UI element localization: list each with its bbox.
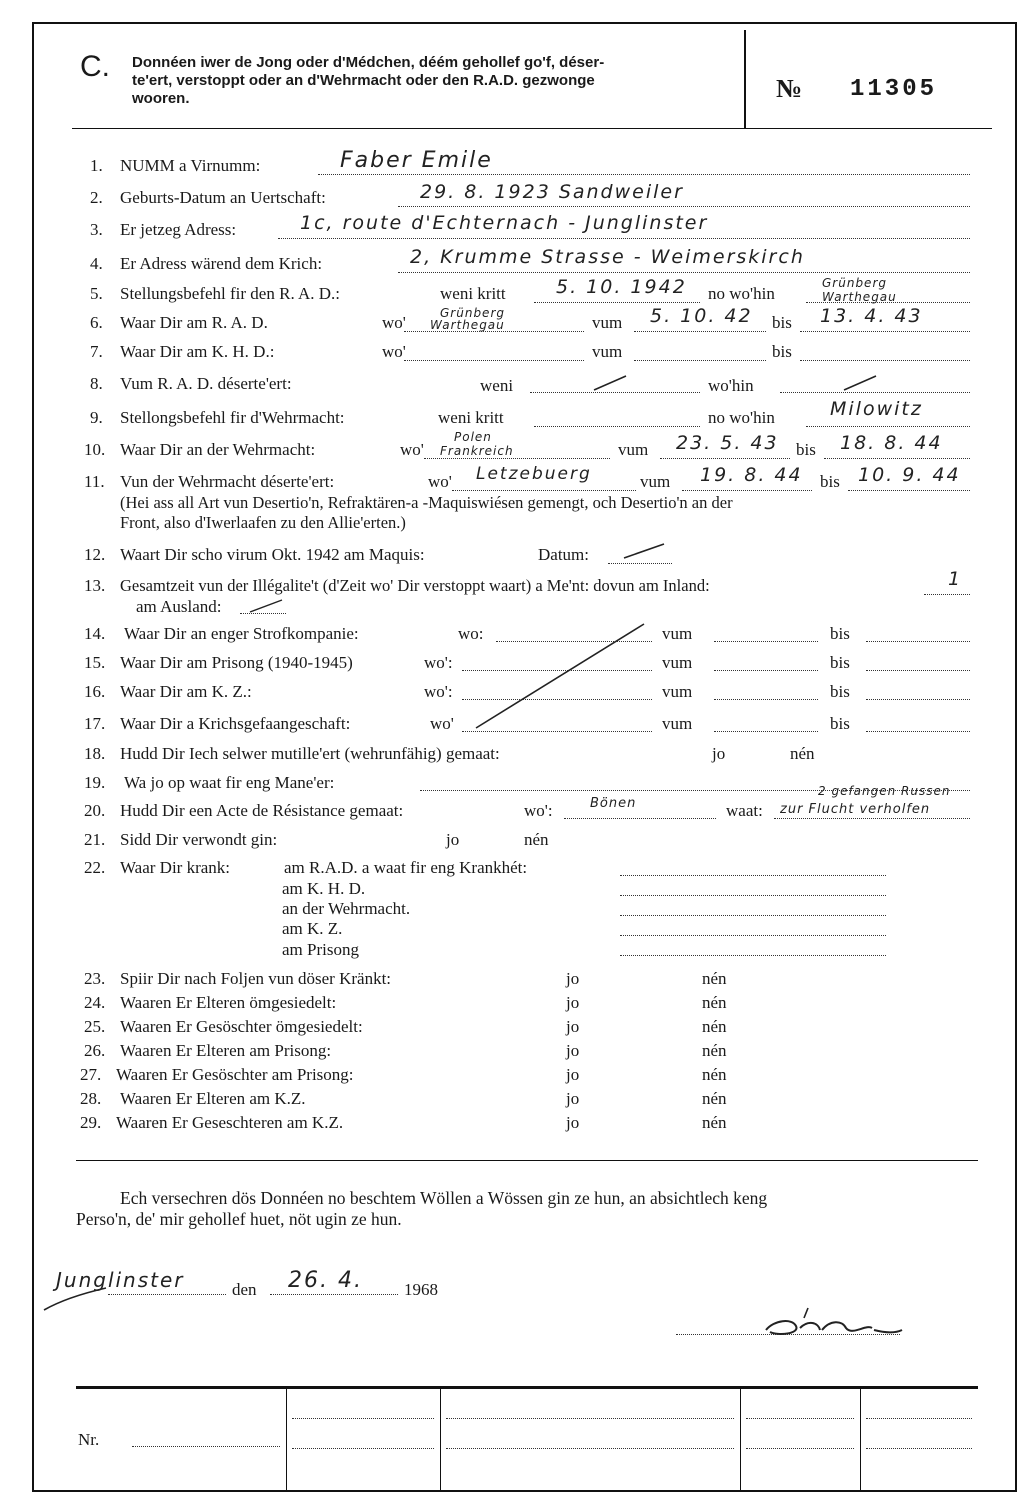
row-11-label: Vun der Wehrmacht déserte'ert: xyxy=(120,472,335,491)
declaration-line-2: Perso'n, de' mir gehollef huet, nöt ugin ze hun. xyxy=(76,1209,402,1229)
row-24-num: 24. xyxy=(84,993,106,1012)
row-23-label: Spiir Dir nach Foljen vun döser Kränkt: xyxy=(120,969,392,988)
row-11-vum-line xyxy=(682,490,812,491)
footer-c2-line-2 xyxy=(292,1448,434,1449)
row-6-bis-value: 13. 4. 43 xyxy=(820,305,923,327)
row-17-vum-label: vum xyxy=(662,714,693,733)
row-14-wo-label: wo: xyxy=(458,624,484,643)
row-22-num: 22. xyxy=(84,858,106,877)
row-13-inland-value: 1 xyxy=(948,568,963,590)
row-6-bis-label: bis xyxy=(772,313,792,332)
row-11-note-line-1: (Hei ass all Art vun Desertio'n, Refraktären-a -Maquiswiésen gemengt, och Desertio'n an der xyxy=(120,493,733,512)
row-29-label: Waaren Er Geseschteren am K.Z. xyxy=(116,1113,344,1132)
row-2-value: 29. 8. 1923 Sandweiler xyxy=(420,181,684,203)
row-5-weni-line xyxy=(534,302,700,303)
row-28-label: Waaren Er Elteren am K.Z. xyxy=(120,1089,306,1108)
row-8-label: Vum R. A. D. déserte'ert: xyxy=(120,374,292,393)
footer-col-1 xyxy=(286,1386,287,1490)
section-letter: C. xyxy=(80,50,110,83)
header-number-divider xyxy=(744,30,746,128)
row-20-wo-value: Bönen xyxy=(590,796,637,811)
date-line xyxy=(270,1294,398,1295)
row-2-num: 2. xyxy=(90,188,103,207)
row-12-datum-label: Datum: xyxy=(538,545,589,564)
row-6-wo-value-bottom: Warthegau xyxy=(430,318,505,332)
row-10-vum-line xyxy=(660,458,790,459)
row-29-nen: nén xyxy=(702,1113,727,1132)
frame-top xyxy=(32,22,1017,24)
row-8-weni-label: weni xyxy=(480,376,514,395)
frame-right xyxy=(1015,22,1017,1492)
number-symbol: № xyxy=(776,74,803,103)
row-15-label: Waar Dir am Prisong (1940-1945) xyxy=(120,653,353,672)
row-1-value: Faber Emile xyxy=(340,148,493,173)
row-10-bis-line xyxy=(824,458,970,459)
row-25-nen: nén xyxy=(702,1017,727,1036)
row-2-label: Geburts-Datum an Uertschaft: xyxy=(120,188,326,207)
signature-mark xyxy=(756,1306,906,1340)
row-29-jo: jo xyxy=(566,1113,580,1132)
row-3-line xyxy=(278,238,970,239)
row-10-vum-label: vum xyxy=(618,440,649,459)
footer-c2-line-1 xyxy=(292,1418,434,1419)
row-16-vum-line xyxy=(714,699,818,700)
header-title-line-1: Donnéen iwer de Jong oder d'Médchen, déém gehollef go'f, déser- xyxy=(132,54,605,71)
header-title-line-3: wooren. xyxy=(132,90,190,107)
row-7-wo-line xyxy=(404,360,584,361)
row-6-wo-label: wo' xyxy=(382,313,406,332)
row-13-ausland-strike xyxy=(248,598,284,614)
row-10-wo-value-top: Polen xyxy=(454,430,492,444)
row-23-nen: nén xyxy=(702,969,727,988)
row-4-num: 4. xyxy=(90,254,103,273)
header-title-line-2: te'ert, verstoppt oder an d'Wehrmacht oder den R.A.D. gezwonge xyxy=(132,72,595,89)
row-14-bis-label: bis xyxy=(830,624,850,643)
row-5-nowohin-value-top: Grünberg xyxy=(822,276,887,290)
row-14-vum-line xyxy=(714,641,818,642)
row-14-vum-label: vum xyxy=(662,624,693,643)
row-17-vum-line xyxy=(714,731,818,732)
row-22-sub-1: am R.A.D. a waat fir eng Krankhét: xyxy=(284,858,528,877)
row-23-jo: jo xyxy=(566,969,580,988)
row-21-jo: jo xyxy=(446,830,460,849)
row-25-label: Waaren Er Gesöschter ömgesiedelt: xyxy=(120,1017,363,1036)
row-22-sub-2: am K. H. D. xyxy=(282,879,366,898)
row-15-bis-label: bis xyxy=(830,653,850,672)
row-13-inland-line xyxy=(924,594,970,595)
footer-c4-line-1 xyxy=(746,1418,854,1419)
row-2-line xyxy=(398,206,970,207)
row-12-datum-line xyxy=(608,563,672,564)
row-26-jo: jo xyxy=(566,1041,580,1060)
row-11-note-line-2: Front, also d'Iwerlaafen zu den Allie'erten.) xyxy=(120,513,406,532)
row-20-waat-value-bottom: zur Flucht verholfen xyxy=(780,802,931,817)
footer-c5-line-2 xyxy=(866,1448,972,1449)
row-9-weni-label: weni kritt xyxy=(438,408,504,427)
row-11-wo-label: wo' xyxy=(428,472,452,491)
row-20-waat-label: waat: xyxy=(726,801,763,820)
row-7-bis-line xyxy=(800,360,970,361)
row-19-label: Wa jo op waat fir eng Mane'er: xyxy=(124,773,335,792)
row-7-vum-line xyxy=(634,360,766,361)
row-18-num: 18. xyxy=(84,744,106,763)
footer-col-4 xyxy=(860,1386,861,1490)
row-9-nowohin-value: Milowitz xyxy=(830,398,923,420)
row-18-jo: jo xyxy=(712,744,726,763)
row-22-label: Waar Dir krank: xyxy=(120,858,231,877)
row-5-weni-label: weni kritt xyxy=(440,284,506,303)
rows-14-17-strike xyxy=(470,620,650,732)
row-18-label: Hudd Dir Iech selwer mutille'ert (wehrunfähig) gemaat: xyxy=(120,744,500,763)
place-flourish xyxy=(40,1284,110,1312)
frame-bottom xyxy=(32,1490,1017,1492)
row-11-wo-line xyxy=(452,490,636,491)
row-6-wo-value-top: Grünberg xyxy=(440,306,505,320)
row-27-nen: nén xyxy=(702,1065,727,1084)
row-16-label: Waar Dir am K. Z.: xyxy=(120,682,252,701)
row-1-label: NUMM a Virnumm: xyxy=(120,156,261,175)
row-22-sub-4: am K. Z. xyxy=(282,919,343,938)
row-29-num: 29. xyxy=(80,1113,102,1132)
row-22-line-2 xyxy=(620,895,886,896)
row-10-vum-value: 23. 5. 43 xyxy=(676,432,779,454)
row-18-nen: nén xyxy=(790,744,815,763)
date-value: 26. 4. xyxy=(288,1268,363,1293)
row-16-bis-line xyxy=(866,699,970,700)
row-17-bis-label: bis xyxy=(830,714,850,733)
row-7-vum-label: vum xyxy=(592,342,623,361)
row-28-num: 28. xyxy=(80,1089,102,1108)
row-11-vum-label: vum xyxy=(640,472,671,491)
row-13-label: Gesamtzeit vun der Illégalite't (d'Zeit wo' Dir verstoppt waart) a Me'nt: dovun am Inland: xyxy=(120,576,710,595)
row-5-nowohin-label: no wo'hin xyxy=(708,284,775,303)
place-value: Junglinster xyxy=(56,1268,185,1292)
declaration-rule xyxy=(76,1160,978,1161)
row-9-nowohin-label: no wo'hin xyxy=(708,408,775,427)
row-26-label: Waaren Er Elteren am Prisong: xyxy=(120,1041,332,1060)
row-9-nowohin-line xyxy=(806,426,970,427)
frame-left xyxy=(32,22,34,1492)
footer-c3-line-2 xyxy=(446,1448,734,1449)
row-20-wo-label: wo': xyxy=(524,801,553,820)
declaration-line-1: Ech versechren dös Donnéen no beschtem Wöllen a Wössen gin ze hun, an absichtlech keng xyxy=(120,1188,768,1208)
row-10-wo-line xyxy=(424,458,610,459)
row-10-bis-value: 18. 8. 44 xyxy=(840,432,943,454)
footer-nr-line xyxy=(132,1446,280,1447)
row-25-jo: jo xyxy=(566,1017,580,1036)
row-8-nowohin-label: wo'hin xyxy=(708,376,754,395)
row-17-bis-line xyxy=(866,731,970,732)
row-26-nen: nén xyxy=(702,1041,727,1060)
row-22-line-3 xyxy=(620,915,886,916)
row-4-label: Er Adress wärend dem Krich: xyxy=(120,254,323,273)
row-8-weni-strike xyxy=(590,372,630,394)
row-10-wo-value-bottom: Frankreich xyxy=(440,444,514,458)
row-6-vum-line xyxy=(634,331,766,332)
row-20-waat-value-top: 2 gefangen Russen xyxy=(818,784,951,798)
row-11-vum-value: 19. 8. 44 xyxy=(700,464,803,486)
row-3-value: 1c, route d'Echternach - Junglinster xyxy=(300,212,709,234)
row-5-num: 5. xyxy=(90,284,103,303)
row-14-bis-line xyxy=(866,641,970,642)
row-25-num: 25. xyxy=(84,1017,106,1036)
row-10-num: 10. xyxy=(84,440,106,459)
footer-top-rule xyxy=(76,1386,978,1389)
row-12-label: Waart Dir scho virum Okt. 1942 am Maquis: xyxy=(120,545,425,564)
row-16-vum-label: vum xyxy=(662,682,693,701)
row-17-wo-label: wo' xyxy=(430,714,454,733)
row-22-line-1 xyxy=(620,875,886,876)
year-label: 1968 xyxy=(404,1280,438,1299)
row-11-bis-line xyxy=(848,490,970,491)
footer-nr-label: Nr. xyxy=(78,1430,100,1449)
row-11-bis-label: bis xyxy=(820,472,840,491)
row-8-num: 8. xyxy=(90,374,103,393)
header-rule xyxy=(72,128,992,129)
row-19-num: 19. xyxy=(84,773,106,792)
row-7-bis-label: bis xyxy=(772,342,792,361)
row-15-num: 15. xyxy=(84,653,106,672)
place-line xyxy=(108,1294,226,1295)
row-10-label: Waar Dir an der Wehrmacht: xyxy=(120,440,316,459)
row-7-label: Waar Dir am K. H. D.: xyxy=(120,342,275,361)
footer-col-2 xyxy=(440,1386,441,1490)
row-3-label: Er jetzeg Adress: xyxy=(120,220,237,239)
row-10-bis-label: bis xyxy=(796,440,816,459)
row-22-sub-3: an der Wehrmacht. xyxy=(282,899,411,918)
footer-c5-line-1 xyxy=(866,1418,972,1419)
row-15-vum-label: vum xyxy=(662,653,693,672)
row-12-num: 12. xyxy=(84,545,106,564)
row-15-vum-line xyxy=(714,670,818,671)
row-4-line xyxy=(398,272,970,273)
row-26-num: 26. xyxy=(84,1041,106,1060)
row-16-bis-label: bis xyxy=(830,682,850,701)
row-5-nowohin-value-bottom: Warthegau xyxy=(822,290,897,304)
row-24-jo: jo xyxy=(566,993,580,1012)
row-10-wo-label: wo' xyxy=(400,440,424,459)
row-28-jo: jo xyxy=(566,1089,580,1108)
row-20-wo-line xyxy=(564,818,716,819)
row-1-line xyxy=(318,174,970,175)
row-1-num: 1. xyxy=(90,156,103,175)
row-15-wo-label: wo': xyxy=(424,653,453,672)
footer-c3-line-1 xyxy=(446,1418,734,1419)
document-number: 11305 xyxy=(850,76,938,103)
row-27-num: 27. xyxy=(80,1065,102,1084)
row-6-vum-value: 5. 10. 42 xyxy=(650,305,753,327)
row-12-strike xyxy=(620,540,670,562)
row-3-num: 3. xyxy=(90,220,103,239)
row-22-line-5 xyxy=(620,955,886,956)
row-14-num: 14. xyxy=(84,624,106,643)
row-5-weni-value: 5. 10. 1942 xyxy=(556,276,687,298)
footer-col-3 xyxy=(740,1386,741,1490)
row-24-label: Waaren Er Elteren ömgesiedelt: xyxy=(120,993,337,1012)
row-11-wo-value: Letzebuerg xyxy=(476,464,592,484)
row-7-wo-label: wo' xyxy=(382,342,406,361)
footer-c4-line-2 xyxy=(746,1448,854,1449)
row-11-bis-value: 10. 9. 44 xyxy=(858,464,961,486)
row-6-num: 6. xyxy=(90,313,103,332)
row-5-label: Stellungsbefehl fir den R. A. D.: xyxy=(120,284,341,303)
row-4-value: 2, Krumme Strasse - Weimerskirch xyxy=(410,246,805,268)
row-6-vum-label: vum xyxy=(592,313,623,332)
row-16-num: 16. xyxy=(84,682,106,701)
row-6-bis-line xyxy=(800,331,970,332)
row-21-num: 21. xyxy=(84,830,106,849)
row-28-nen: nén xyxy=(702,1089,727,1108)
row-20-label: Hudd Dir een Acte de Résistance gemaat: xyxy=(120,801,404,820)
row-22-line-4 xyxy=(620,935,886,936)
row-13-num: 13. xyxy=(84,576,106,595)
row-17-label: Waar Dir a Krichsgefaangeschaft: xyxy=(120,714,351,733)
row-9-num: 9. xyxy=(90,408,103,427)
row-9-label: Stellongsbefehl fir d'Wehrmacht: xyxy=(120,408,345,427)
row-9-weni-line xyxy=(534,426,700,427)
row-8-nowohin-strike xyxy=(840,372,880,394)
row-21-nen: nén xyxy=(524,830,549,849)
row-15-bis-line xyxy=(866,670,970,671)
row-6-label: Waar Dir am R. A. D. xyxy=(120,313,268,332)
row-11-num: 11. xyxy=(84,472,105,491)
row-7-num: 7. xyxy=(90,342,103,361)
row-17-num: 17. xyxy=(84,714,106,733)
row-20-waat-line xyxy=(774,818,970,819)
row-21-label: Sidd Dir verwondt gin: xyxy=(120,830,278,849)
row-27-jo: jo xyxy=(566,1065,580,1084)
row-13-ausland-label: am Ausland: xyxy=(136,597,222,616)
row-22-sub-5: am Prisong xyxy=(282,940,359,959)
row-27-label: Waaren Er Gesöschter am Prisong: xyxy=(116,1065,354,1084)
den-label: den xyxy=(232,1280,257,1299)
row-14-label: Waar Dir an enger Strofkompanie: xyxy=(124,624,359,643)
row-16-wo-label: wo': xyxy=(424,682,453,701)
row-23-num: 23. xyxy=(84,969,106,988)
row-24-nen: nén xyxy=(702,993,727,1012)
row-20-num: 20. xyxy=(84,801,106,820)
